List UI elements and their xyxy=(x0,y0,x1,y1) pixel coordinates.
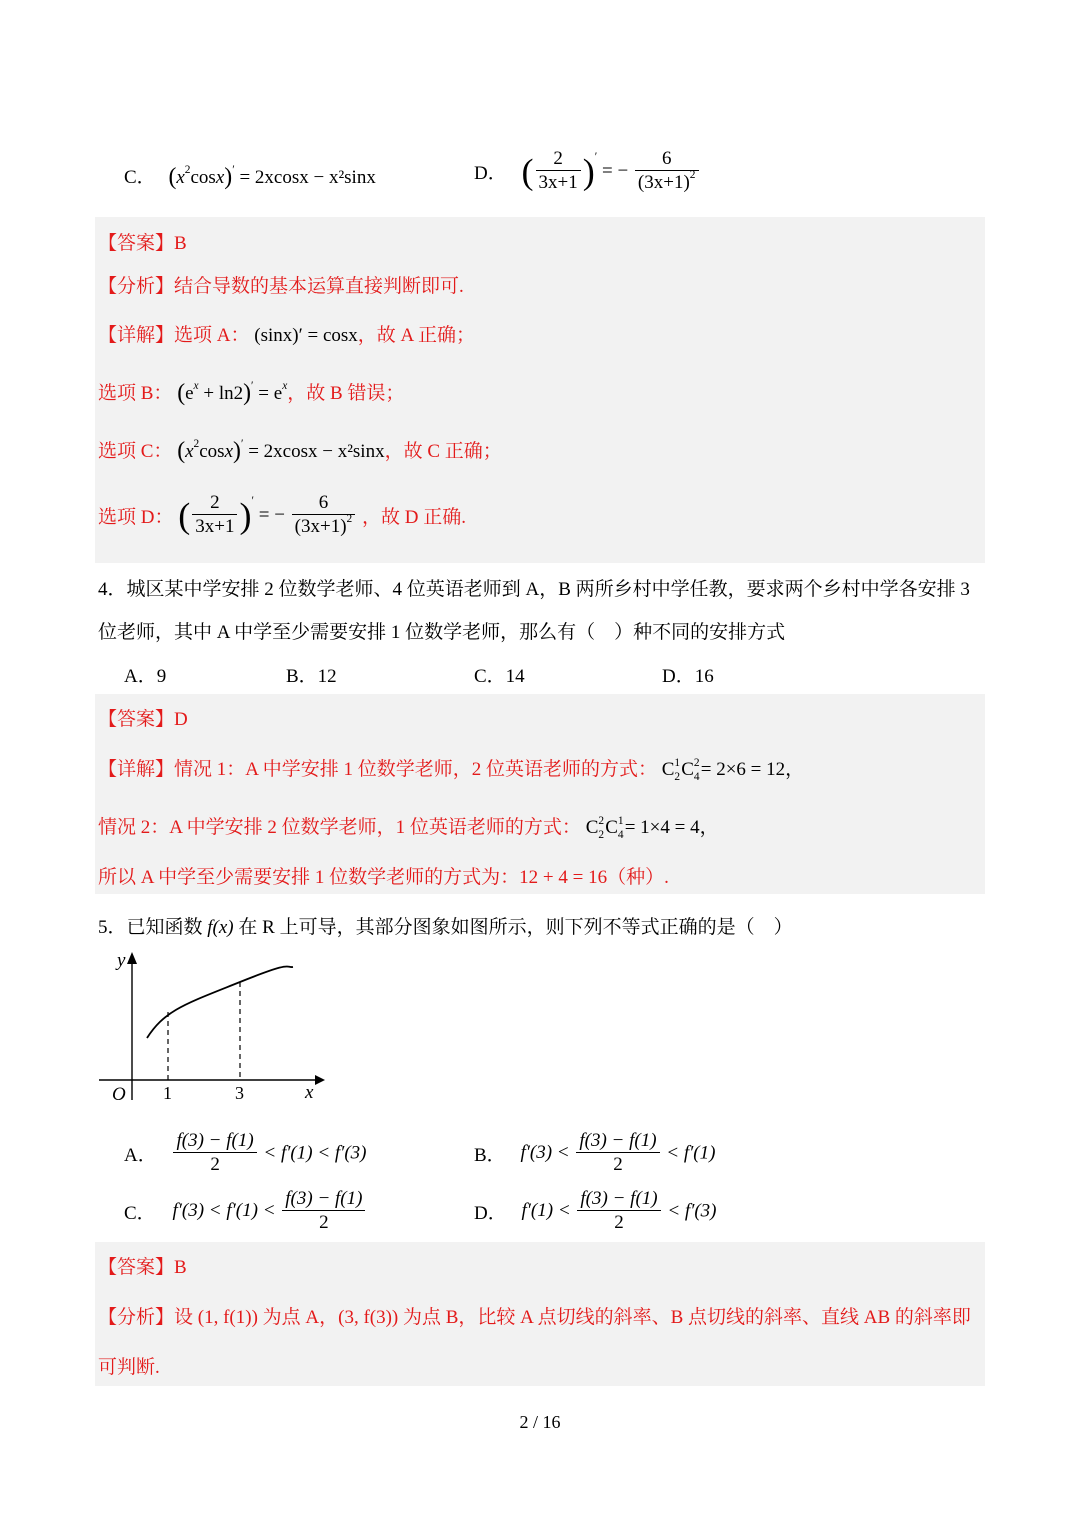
y-axis-label: y xyxy=(117,950,126,971)
q4-stem-line1: 4．城区某中学安排 2 位数学老师、4 位英语老师到 A，B 两所乡村中学任教，要求两个乡村中学各安排 3 xyxy=(98,579,970,600)
q3-detail-d-expr: ( $\frac{2}{3x+1}$ )′ = − $\frac{6}{(3x+1)^2}$ xyxy=(178,504,362,525)
q3-option-d-label: D． xyxy=(474,162,507,184)
q4-choice-c: C．14 xyxy=(474,666,525,687)
x-axis-arrow xyxy=(315,1075,325,1085)
page-number: 2 / 16 xyxy=(519,1412,561,1432)
function-curve xyxy=(147,966,293,1038)
q4-choice-b: B．12 xyxy=(286,666,337,687)
q4-answer: 【答案】D xyxy=(98,709,188,730)
x-axis-label: x xyxy=(305,1082,314,1103)
q4-case1-expr: C 1 2 C 2 4 = 2×6 = 12， xyxy=(661,756,805,784)
q3-analysis: 【分析】结合导数的基本运算直接判断即可. xyxy=(98,276,464,297)
q3-detail-d: 选项 D： ( $\frac{2}{3x+1}$ )′ = − $\frac{6}{(3x+1)^2}$ ，故 D 正确. xyxy=(98,492,466,537)
q3-option-d xyxy=(474,148,701,195)
q3-detail-a: 【详解】选项 A： (sinx)′ = cosx，故 A 正确； xyxy=(98,325,475,346)
q3-detail-a-expr: (sinx)′ = cosx xyxy=(254,325,358,346)
q3-option-c-label: C． xyxy=(124,167,156,188)
q5-stem: 5．已知函数 f(x) 在 R 上可导，其部分图象如图所示，则下列不等式正确的是（ ） xyxy=(98,917,793,938)
q4-case2-expr: C 2 2 C 1 4 = 1×4 = 4， xyxy=(585,814,719,842)
q5-choice-a: A． $\frac{f(3) - f(1)}{2}$ < f′(1) < f′(3) xyxy=(124,1130,367,1175)
q4-choice-d: D．16 xyxy=(662,666,714,687)
q5-function-graph xyxy=(95,950,325,1110)
q5-choice-b: B． f′(3) < $\frac{f(3) - f(1)}{2}$ < f′(1) xyxy=(474,1130,716,1175)
q4-choice-a: A．9 xyxy=(124,666,167,687)
q3-detail-c-expr: $(x^2\cos x)' = 2xcosx - x^2\sin x$ xyxy=(177,437,385,464)
tick-label-1: 1 xyxy=(163,1083,172,1103)
q5-answer: 【答案】B xyxy=(98,1257,187,1278)
q5-analysis-line2: 可判断. xyxy=(98,1357,160,1378)
q4-case2: 情况 2：A 中学安排 2 位数学老师，1 位英语老师的方式： C 2 2 C 1 4 = 1×4 = 4， xyxy=(98,814,719,842)
q5-choice-d: D． f′(1) < $\frac{f(3) - f(1)}{2}$ < f′(3) xyxy=(474,1188,717,1233)
q4-case1: 【详解】情况 1：A 中学安排 1 位数学老师，2 位英语老师的方式： C 1 2 C 2 4 = 2×6 = 12， xyxy=(98,756,805,784)
q5-choice-c: C． f′(3) < f′(1) < $\frac{f(3) - f(1)}{2}$ xyxy=(124,1188,367,1235)
q4-stem-line2: 位老师，其中 A 中学至少需要安排 1 位数学老师，那么有（ ）种不同的安排方式 xyxy=(98,622,786,643)
q3-detail-b: 选项 B： $(e^x + \ln 2)' = e^x$，故 B 错误； xyxy=(98,379,405,406)
q5-analysis-line1: 【分析】设 (1, f(1)) 为点 A，(3, f(3)) 为点 B，比较 A 点切线的斜率、B 点切线的斜率、直线 AB 的斜率即 xyxy=(98,1307,971,1328)
tick-label-3: 3 xyxy=(235,1083,244,1103)
q3-option-c xyxy=(124,162,376,191)
q3-detail-b-expr: $(e^x + \ln 2)' = e^x$ xyxy=(177,379,288,406)
y-axis-arrow xyxy=(127,952,137,964)
q3-option-d-expr: ( $\frac{2}{3x+1}$ )′ = − $\frac{6}{(3x+1)^2}$ xyxy=(521,160,700,181)
q3-option-c-expr: $(x^2\cos x)' = 2xcosx - x^2\sin x$ xyxy=(168,163,376,190)
q3-answer: 【答案】B xyxy=(98,233,187,254)
origin-label: O xyxy=(112,1084,126,1105)
q3-detail-c: 选项 C： $(x^2\cos x)' = 2xcosx - x^2\sin x$，故 C 正确； xyxy=(98,437,502,464)
q4-conclusion: 所以 A 中学至少需要安排 1 位数学老师的方式为：12 + 4 = 16（种）. xyxy=(98,867,669,888)
